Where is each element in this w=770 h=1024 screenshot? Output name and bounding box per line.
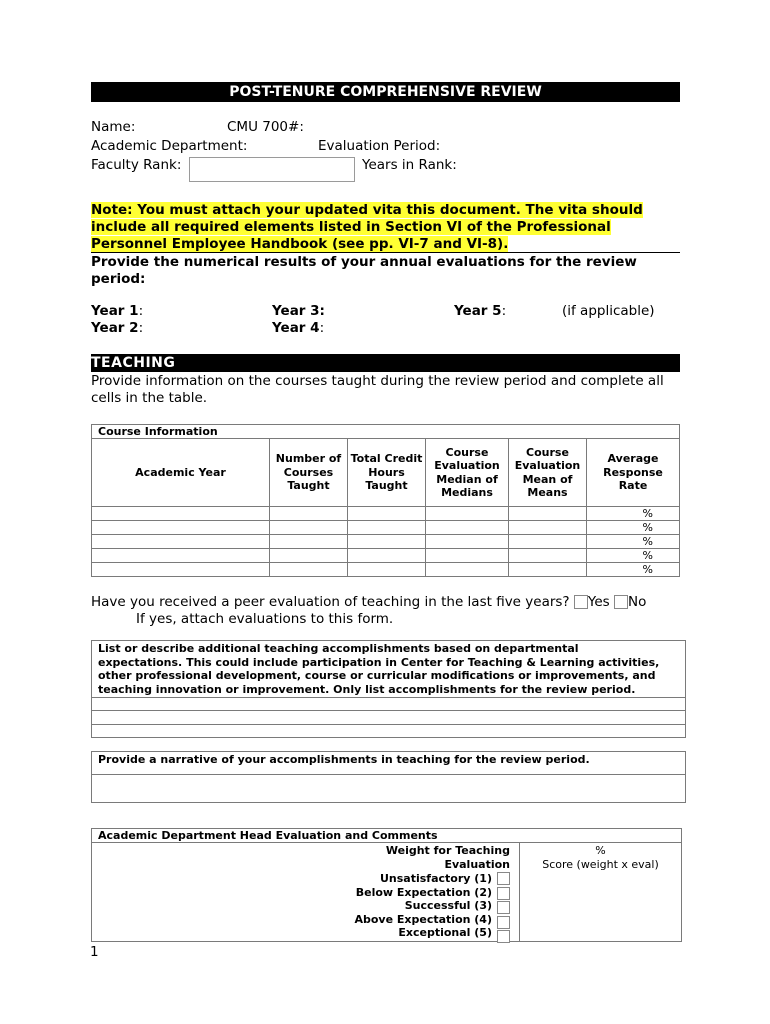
level-successful: Successful (3)	[404, 899, 492, 913]
department-label: Academic Department:	[91, 138, 248, 154]
evaluation-label: Evaluation	[444, 858, 510, 871]
page-number: 1	[90, 944, 99, 960]
accomplishment-row[interactable]	[92, 711, 685, 725]
head-eval-box	[91, 828, 682, 942]
accomplishments-box	[91, 640, 686, 738]
accomplishment-row[interactable]	[92, 697, 685, 711]
eval-period-label: Evaluation Period:	[318, 138, 441, 154]
accomplishments-prompt: List or describe additional teaching accomplishments based on departmental expectations. This could include participation in Center for Teaching & Learning activities, other professional development, course or curricular modifications or improvements, and teaching innovation or improvement. Only list accomplishments for the review period.	[98, 642, 660, 696]
table-row: %	[92, 535, 680, 549]
col-credit-hours: Total Credit Hours Taught	[348, 439, 426, 507]
table-row: %	[92, 507, 680, 521]
above-expectation-checkbox[interactable]	[497, 916, 510, 929]
divider	[91, 252, 680, 253]
year4-label: Year 4:	[272, 320, 325, 336]
no-checkbox[interactable]	[614, 595, 628, 609]
faculty-rank-label: Faculty Rank:	[91, 157, 182, 173]
col-academic-year: Academic Year	[92, 439, 270, 507]
teaching-intro: Provide information on the courses taught during the review period and complete all cells in the table.	[91, 373, 664, 406]
successful-checkbox[interactable]	[497, 901, 510, 914]
exceptional-checkbox[interactable]	[497, 930, 510, 943]
narrative-box	[91, 751, 686, 803]
col-median: Course Evaluation Median of Medians	[426, 439, 509, 507]
evaluation-levels	[354, 872, 492, 940]
level-exceptional: Exceptional (5)	[398, 926, 492, 940]
col-response-rate: Average Response Rate	[587, 439, 680, 507]
year3-label: Year 3:	[272, 303, 325, 319]
annual-prompt: Provide the numerical results of your annual evaluations for the review period:	[91, 254, 637, 287]
level-above-expectation: Above Expectation (4)	[354, 912, 492, 926]
score-label: Score (weight x eval)	[542, 858, 659, 871]
table-row: %	[92, 549, 680, 563]
no-label: No	[628, 594, 647, 610]
yes-checkbox[interactable]	[574, 595, 588, 609]
name-label: Name:	[91, 119, 136, 135]
course-info-table	[91, 424, 680, 577]
course-info-caption: Course Information	[92, 425, 680, 439]
below-expectation-checkbox[interactable]	[497, 887, 510, 900]
faculty-rank-input[interactable]	[189, 157, 355, 182]
page-title: POST-TENURE COMPREHENSIVE REVIEW	[91, 82, 680, 102]
vita-note: Note: You must attach your updated vita this document. The vita should include all required elements listed in Section VI of the Professional Personnel Employee Handbook (see pp. VI-7 and VI-8).	[91, 202, 643, 252]
weight-label: Weight for Teaching	[385, 844, 510, 857]
col-mean: Course Evaluation Mean of Means	[509, 439, 587, 507]
teaching-heading: TEACHING	[91, 354, 680, 372]
yes-label: Yes	[587, 594, 610, 610]
year2-label: Year 2:	[91, 320, 144, 336]
weight-percent: %	[595, 844, 606, 857]
year1-label: Year 1:	[91, 303, 144, 319]
head-eval-caption: Academic Department Head Evaluation and Comments	[92, 829, 681, 843]
unsatisfactory-checkbox[interactable]	[497, 872, 510, 885]
table-row: %	[92, 521, 680, 535]
if-applicable-note: (if applicable)	[562, 303, 655, 319]
level-unsatisfactory: Unsatisfactory (1)	[380, 872, 492, 885]
col-courses-taught: Number of Courses Taught	[270, 439, 348, 507]
cmu-label: CMU 700#:	[227, 119, 304, 135]
peer-question: Have you received a peer evaluation of teaching in the last five years? Yes No	[91, 594, 647, 610]
table-row: %	[92, 563, 680, 577]
years-in-rank-label: Years in Rank:	[362, 157, 457, 173]
year5-label: Year 5:	[454, 303, 507, 319]
narrative-prompt: Provide a narrative of your accomplishments in teaching for the review period.	[92, 752, 685, 775]
peer-followup: If yes, attach evaluations to this form.	[136, 611, 394, 627]
narrative-input[interactable]	[92, 775, 685, 803]
level-below-expectation: Below Expectation (2)	[355, 885, 492, 899]
